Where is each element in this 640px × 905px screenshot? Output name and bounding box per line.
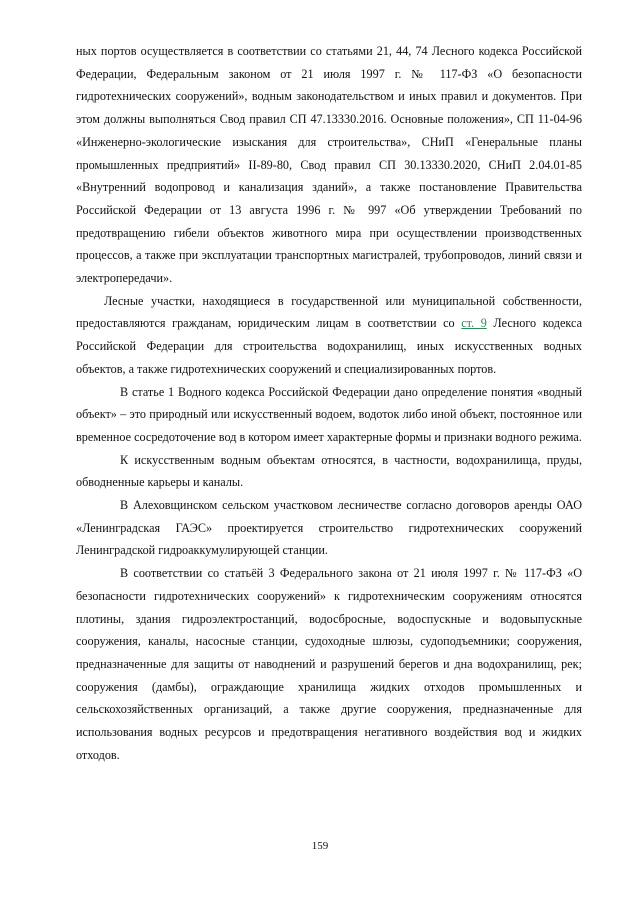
paragraph-6: В соответствии со статьёй 3 Федерального закона от 21 июля 1997 г. № 117-ФЗ «О безопасности гидротехнических сооружений» к гидротехническим сооружениям относятся плотины, здания гидроэлектростанций, водосбросные, водоспускные и водовыпускные сооружения, каналы, насосные станции, судоходные шлюзы, судоподъемники; сооружения, предназначенные для защиты от наводнений и разрушений берегов и дна водохранилищ, рек; сооружения (дамбы), ограждающие хранилища жидких отходов промышленных и сельскохозяйственных организаций, а также другие сооружения, предназначенные для использования водных ресурсов и предотвращения негативного воздействия вод и жидких отходов.	[76, 566, 582, 762]
paragraph-2-text-after: Лесного кодекса Российской Федерации для строительства водохранилищ, иных искусственных водных объектов, а также гидротехнических сооружений и специализированных портов.	[76, 316, 582, 376]
paragraph-2-text-before: Лесные участки, находящиеся в государственной или муниципальной собственности, предоставляются гражданам, юридическим лицам в соответствии со	[76, 293, 582, 331]
paragraph-5: В Алеховщинском сельском участковом лесничестве согласно договоров аренды ОАО «Ленинградская ГАЭС» проектируется строительство гидротехнических сооружений Ленинградской гидроаккумулирующей станции.	[76, 498, 582, 558]
paragraph-4: К искусственным водным объектам относятся, в частности, водохранилища, пруды, обводненные карьеры и каналы.	[76, 452, 582, 490]
paragraph-2	[76, 290, 582, 381]
document-body	[76, 40, 582, 767]
page-number: 159	[311, 840, 329, 852]
paragraph-1: ных портов осуществляется в соответствии со статьями 21, 44, 74 Лесного кодекса Российской Федерации, Федеральным законом от 21 июля 1997 г. № 117-ФЗ «О безопасности гидротехнических сооружений», водным законодательством и иных правил и документов. При этом должны выполняться Свод правил СП 47.13330.2016. Основные положения», СП 11-04-96 «Инженерно-экологические изыскания для строительства», СНиП «Генеральные планы промышленных предприятий» II-89-80, Свод правил СП 30.13330.2020, СНиП 2.04.01-85 «Внутренний водопровод и канализация зданий», а также постановление Правительства Российской Федерации от 13 августа 1996 г. № 997 «Об утверждении Требований по предотвращению гибели объектов животного мира при осуществлении производственных процессов, а также при эксплуатации транспортных магистралей, трубопроводов, линий связи и электропередачи».	[76, 44, 582, 286]
paragraph-3: В статье 1 Водного кодекса Российской Федерации дано определение понятия «водный объект» – это природный или искусственный водоем, водоток либо иной объект, постоянное или временное сосредоточение вод в котором имеет характерные формы и признаки водного режима.	[76, 384, 582, 444]
article-9-link[interactable]: ст. 9	[461, 316, 487, 331]
